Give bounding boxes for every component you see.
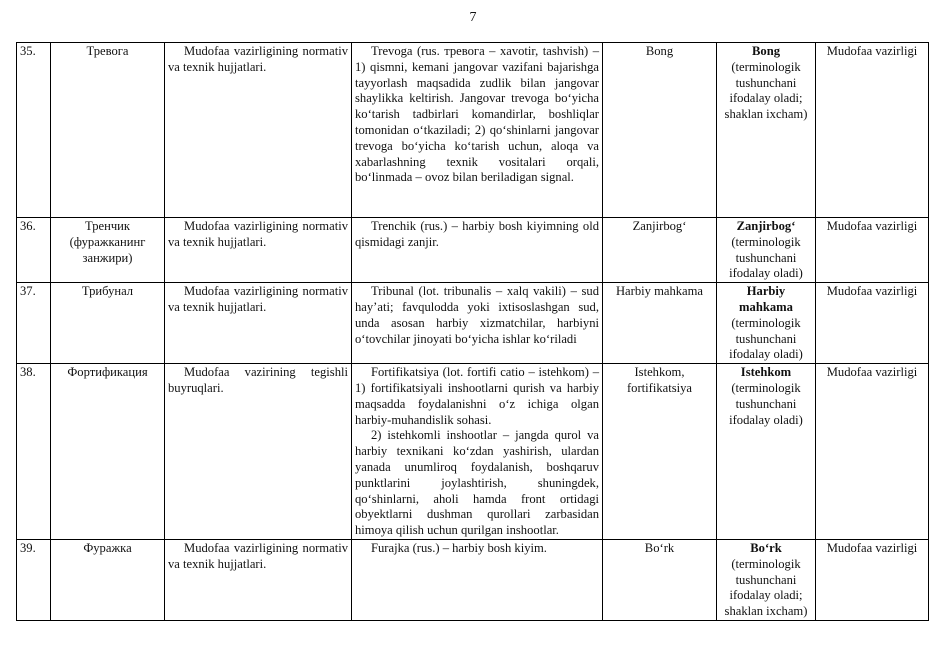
uzbek-equivalent: Bong [603,43,717,218]
row-number: 35. [17,43,51,218]
organization: Mudofaa vazirligi [816,283,929,364]
recommended-note: (terminologik tushunchani ifodalay oladi) [729,234,803,281]
russian-term: Фуражка [51,539,165,620]
source-text: Mudofaa vazirligining normativ va texnik hujjatlari. [168,284,348,314]
recommended-note: (terminologik tushunchani ifodalay oladi; shaklan ixcham) [724,556,808,619]
definition-paragraph: Furajka (rus.) – harbiy bosh kiyim. [371,540,547,555]
recommended-term: Zanjirbog‘ [736,219,796,233]
table-row [17,283,929,364]
definition-cell [352,364,603,540]
source-text: Mudofaa vazirining tegishli buyruqlari. [168,365,348,395]
definition-cell [352,218,603,283]
uzbek-equivalent: Zanjirbog‘ [603,218,717,283]
table-row [17,364,929,540]
recommended-term: Bong [752,44,780,58]
table-row [17,218,929,283]
source-text: Mudofaa vazirligining normativ va texnik hujjatlari. [168,540,348,571]
row-number: 37. [17,283,51,364]
definition-cell [352,43,603,218]
russian-term: Фортификация [51,364,165,540]
russian-term: Трибунал [51,283,165,364]
recommended-cell [717,283,816,364]
row-number: 36. [17,218,51,283]
organization: Mudofaa vazirligi [816,218,929,283]
row-number: 39. [17,539,51,620]
recommended-note: (terminologik tushunchani ifodalay oladi) [729,380,803,427]
source-cell [165,283,352,364]
page-number: 7 [469,10,477,25]
uzbek-equivalent: Bo‘rk [603,539,717,620]
table-row [17,539,929,620]
russian-term: Тревога [51,43,165,218]
recommended-cell [717,218,816,283]
recommended-term: Bo‘rk [750,540,782,555]
definition-paragraph: Tribunal (lot. tribunalis – xalq vakili) – sud hay’ati; favqulodda yoki ixtisoslashgan sud, unda asosan harbiy xizmatchilar, harbiyni o‘tovchilar jinoyati bo‘yicha ishlar ko‘riladi [355,284,599,346]
row-number: 38. [17,364,51,540]
uzbek-equivalent: Harbiy mahkama [603,283,717,364]
definition-cell [352,283,603,364]
recommended-term: Harbiy mahkama [739,284,793,314]
table-row [17,43,929,218]
definition-paragraph: 2) istehkomli inshootlar – jangda qurol va harbiy texnikani ko‘zdan yashirish, ulardan yanada unumliroq foydalanish, boshqaruv punktlarini joylashtirish, shuningdek, qo‘shinlarni, aholi hamda front ortidagi obyektlarni dushman qurollari zarbasidan himoya qilish uchun qurilgan inshootlar. [355,428,599,538]
recommended-note: (terminologik tushunchani ifodalay oladi; shaklan ixcham) [724,59,808,122]
recommended-cell [717,364,816,540]
definition-paragraph: Fortifikatsiya (lot. fortifi catio – istehkom) – 1) fortifikatsiyali inshootlarni qurish va harbiy maqsadda foydalanishni o‘z ichiga olgan harbiy-muhandislik sohasi. [355,365,599,427]
uzbek-equivalent: Istehkom, fortifikatsiya [603,364,717,540]
definition-paragraph: Trenchik (rus.) – harbiy bosh kiyimning old qismidagi zanjir. [355,219,599,249]
source-text: Mudofaa vazirligining normativ va texnik hujjatlari. [168,44,348,74]
source-cell [165,218,352,283]
russian-term: Тренчик (фуражканинг занжири) [51,218,165,283]
organization: Mudofaa vazirligi [816,43,929,218]
organization: Mudofaa vazirligi [816,364,929,540]
source-cell [165,539,352,620]
recommended-cell [717,43,816,218]
terminology-table [16,42,929,621]
source-cell [165,364,352,540]
source-text: Mudofaa vazirligining normativ va texnik hujjatlari. [168,219,348,249]
recommended-note: (terminologik tushunchani ifodalay oladi) [729,315,803,362]
source-cell [165,43,352,218]
definition-paragraph: Trevoga (rus. тревога – xavotir, tashvish) – 1) qismni, kemani jangovar vazifani bajarishga tayyorlash maqsadida zudlik bilan jangovar shaylikka keltirish. Jangovar trevoga bo‘yicha ko‘tarish tadbirlari komandirlar, boshliqlar tomonidan o‘tkaziladi; 2) qo‘shinlarni jangovar trevoga bo‘yicha ko‘tarish uchun, aloqa va xabarlashning texnik vositalari orqali, bo‘linmada – ovoz bilan beriladigan signal. [355,44,599,185]
organization: Mudofaa vazirligi [816,539,929,620]
definition-cell [352,539,603,620]
recommended-cell [717,539,816,620]
recommended-term: Istehkom [740,365,792,380]
